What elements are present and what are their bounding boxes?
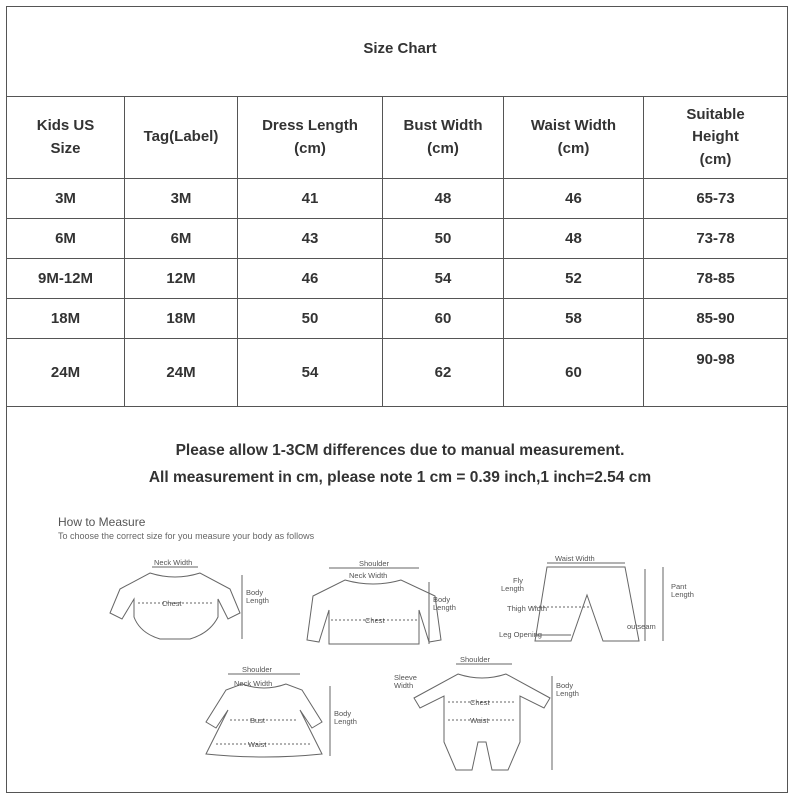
table-cell: 24M [125,339,238,407]
table-cell: 48 [383,179,504,219]
table-cell: 48 [504,219,644,259]
label-chest: Chest [365,616,385,625]
table-cell: 6M [125,219,238,259]
table-cell: 78-85 [644,259,788,299]
col-header-dress-length: Dress Length (cm) [238,97,383,179]
label-body-length-2: Length [556,689,579,698]
table-cell: 18M [7,299,125,339]
label-leg-opening: Leg Opening [499,630,542,639]
col-header-tag: Tag(Label) [125,97,238,179]
label-fly-length-2: Length [501,584,524,593]
label-body-length-1: Body [556,681,574,690]
pants-diagram [495,555,715,655]
col-header-bust-width: Bust Width (cm) [383,97,504,179]
table-cell: 46 [504,179,644,219]
label-shoulder: Shoulder [359,559,390,568]
page-title: Size Chart [363,40,437,57]
col-header-kids-size: Kids US Size [7,97,125,179]
table-cell: 73-78 [644,219,788,259]
table-cell: 54 [238,339,383,407]
label-body-length-1: Body [433,595,451,604]
table-cell: 12M [125,259,238,299]
table-cell: 85-90 [644,299,788,339]
table-cell: 58 [504,299,644,339]
label-bust: Bust [250,716,266,725]
col-header-suitable-height: Suitable Height (cm) [644,97,788,179]
pants-outline [535,567,639,641]
label-chest: Chest [470,698,490,707]
table-cell: 60 [383,299,504,339]
table-header-row [7,97,788,179]
label-fly-length-1: Fly [513,576,523,585]
table-cell: 50 [383,219,504,259]
table-cell: 3M [125,179,238,219]
label-body-length-2: Length [246,596,269,605]
table-cell: 90-98 [644,339,788,407]
label-shoulder: Shoulder [460,655,491,664]
table-row [7,259,788,299]
table-cell: 46 [238,259,383,299]
note-tolerance: Please allow 1-3CM differences due to manual measurement. [175,442,625,459]
label-body-length-1: Body [334,709,352,718]
label-sleeve-width-1: Sleeve [394,673,417,682]
label-pant-length-1: Pant [671,582,687,591]
col-header-waist-width: Waist Width (cm) [504,97,644,179]
table-row [7,339,788,407]
size-table [6,96,788,407]
table-cell: 52 [504,259,644,299]
table-cell: 24M [7,339,125,407]
table-cell: 3M [7,179,125,219]
label-body-length-1: Body [246,588,264,597]
label-waist-width: Waist Width [555,555,595,563]
tshirt-diagram [285,556,475,656]
tshirt-outline [307,580,441,644]
table-cell: 6M [7,219,125,259]
label-outseam: outseam [627,622,656,631]
dress-diagram [172,662,372,767]
bodysuit-diagram [80,555,270,650]
table-cell: 65-73 [644,179,788,219]
table-cell: 18M [125,299,238,339]
how-to-measure-title: How to Measure [58,515,146,529]
label-body-length-2: Length [334,717,357,726]
table-cell: 54 [383,259,504,299]
table-cell: 62 [383,339,504,407]
table-row [7,299,788,339]
table-cell: 41 [238,179,383,219]
label-waist: Waist [248,740,267,749]
how-to-measure-subtitle: To choose the correct size for you measure your body as follows [58,531,315,541]
label-thigh-width: Thigh Width [507,604,548,613]
table-row [7,219,788,259]
table-cell: 50 [238,299,383,339]
label-waist: Waist [470,716,489,725]
table-cell: 43 [238,219,383,259]
note-conversion: All measurement in cm, please note 1 cm = 0.39 inch,1 inch=2.54 cm [148,469,652,486]
romper-diagram [390,652,600,777]
table-row [7,179,788,219]
label-pant-length-2: Length [671,590,694,599]
label-sleeve-width-2: Width [394,681,414,690]
table-cell: 60 [504,339,644,407]
label-neck-width: Neck Width [154,558,193,567]
label-body-length-2: Length [433,603,456,612]
label-neck-width: Neck Width [349,571,388,580]
label-chest: Chest [162,599,182,608]
table-cell: 9M-12M [7,259,125,299]
label-shoulder: Shoulder [242,665,273,674]
label-neck-width: Neck Width [234,679,273,688]
